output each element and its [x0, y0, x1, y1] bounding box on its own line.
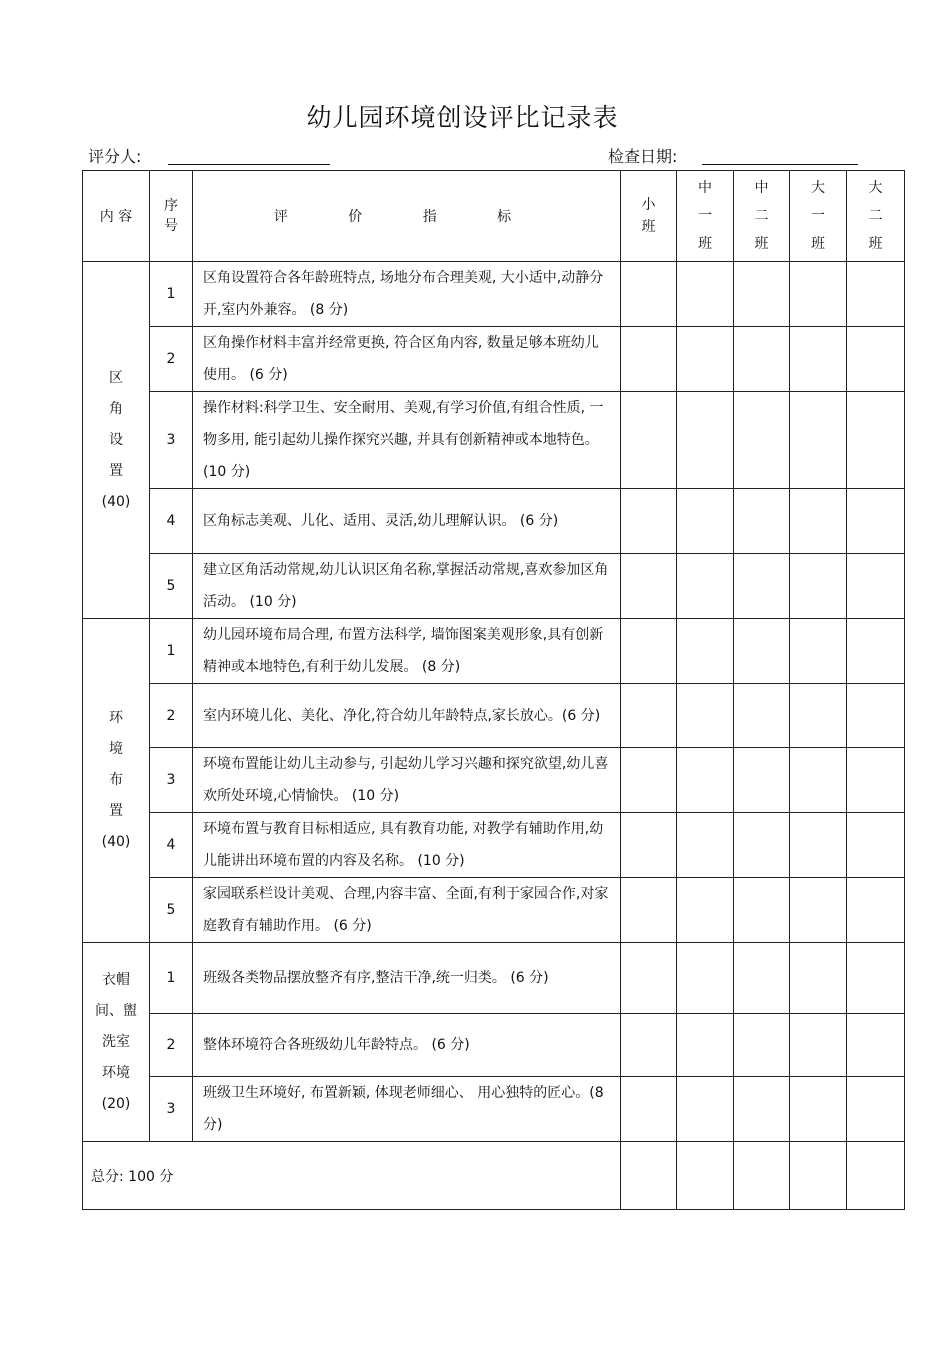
score-cell[interactable] — [790, 813, 847, 878]
row-criteria: 班级各类物品摆放整齐有序,整洁干净,统一归类。 (6 分) — [193, 943, 621, 1014]
table-row — [83, 554, 905, 619]
table-row — [83, 813, 905, 878]
row-seq: 2 — [150, 1014, 193, 1077]
score-cell[interactable] — [734, 813, 790, 878]
row-criteria: 建立区角活动常规,幼儿认识区角名称,掌握活动常规,喜欢参加区角活动。 (10 分) — [193, 554, 621, 619]
score-cell[interactable] — [677, 392, 734, 489]
row-seq: 3 — [150, 748, 193, 813]
scorer-label: 评分人: — [88, 147, 142, 166]
section-name-line: 环境 — [102, 1064, 130, 1081]
score-cell[interactable] — [790, 554, 847, 619]
score-cell[interactable] — [621, 684, 677, 748]
score-cell[interactable] — [790, 1077, 847, 1142]
section-name-line: 间、盥 — [95, 1002, 137, 1019]
row-seq: 1 — [150, 943, 193, 1014]
score-cell[interactable] — [847, 554, 905, 619]
score-cell[interactable] — [734, 1014, 790, 1077]
score-cell[interactable] — [847, 813, 905, 878]
row-seq: 1 — [150, 262, 193, 327]
score-cell[interactable] — [734, 1077, 790, 1142]
score-cell[interactable] — [734, 554, 790, 619]
total-score-cell[interactable] — [621, 1142, 677, 1210]
section-name-line: (40) — [101, 493, 131, 510]
score-cell[interactable] — [677, 748, 734, 813]
score-cell[interactable] — [847, 684, 905, 748]
header-row — [83, 171, 905, 262]
row-criteria: 操作材料:科学卫生、安全耐用、美观,有学习价值,有组合性质, 一物多用, 能引起幼儿操作探究兴趣, 并具有创新精神或本地特色。 (10 分) — [193, 392, 621, 489]
table-row — [83, 619, 905, 684]
section-name-line: 衣帽 — [102, 971, 130, 988]
total-row — [83, 1142, 905, 1210]
score-cell[interactable] — [790, 489, 847, 554]
row-seq: 1 — [150, 619, 193, 684]
row-criteria: 室内环境儿化、美化、净化,符合幼儿年龄特点,家长放心。(6 分) — [193, 684, 621, 748]
score-cell[interactable] — [734, 327, 790, 392]
score-cell[interactable] — [621, 748, 677, 813]
section-name — [83, 619, 150, 943]
row-criteria: 区角设置符合各年龄班特点, 场地分布合理美观, 大小适中,动静分开,室内外兼容。 (8 分) — [193, 262, 621, 327]
score-cell[interactable] — [734, 489, 790, 554]
total-score-cell[interactable] — [677, 1142, 734, 1210]
table-row — [83, 489, 905, 554]
total-score-cell[interactable] — [734, 1142, 790, 1210]
score-cell[interactable] — [734, 878, 790, 943]
score-cell[interactable] — [734, 943, 790, 1014]
header-seq: 序号 — [150, 171, 193, 262]
header-criteria: 评 价 指 标 — [193, 171, 621, 262]
row-seq: 2 — [150, 684, 193, 748]
score-cell[interactable] — [790, 943, 847, 1014]
score-cell[interactable] — [677, 684, 734, 748]
score-cell[interactable] — [677, 489, 734, 554]
score-cell[interactable] — [790, 878, 847, 943]
score-cell[interactable] — [734, 748, 790, 813]
row-seq: 5 — [150, 878, 193, 943]
evaluation-table — [82, 170, 905, 1210]
score-cell[interactable] — [734, 684, 790, 748]
score-cell[interactable] — [621, 489, 677, 554]
date-field[interactable] — [702, 164, 858, 165]
row-criteria: 幼儿园环境布局合理, 布置方法科学, 墙饰图案美观形象,具有创新精神或本地特色,有利于幼儿发展。 (8 分) — [193, 619, 621, 684]
score-cell[interactable] — [621, 878, 677, 943]
date-label: 检查日期: — [608, 147, 678, 166]
total-score: 总分: 100 分 — [83, 1142, 621, 1210]
table-row — [83, 748, 905, 813]
score-cell[interactable] — [847, 748, 905, 813]
section-name — [83, 262, 150, 619]
table-row — [83, 262, 905, 327]
section-name-line: 区 — [109, 369, 123, 386]
score-cell[interactable] — [847, 619, 905, 684]
total-score-cell[interactable] — [790, 1142, 847, 1210]
row-seq: 5 — [150, 554, 193, 619]
score-cell[interactable] — [677, 813, 734, 878]
header-class-1: 中一班 — [677, 171, 734, 262]
table-row — [83, 327, 905, 392]
header-class-0: 小班 — [621, 171, 677, 262]
page-title: 幼儿园环境创设评比记录表 — [306, 103, 619, 132]
header-class-3: 大一班 — [790, 171, 847, 262]
row-criteria: 区角操作材料丰富并经常更换, 符合区角内容, 数量足够本班幼儿使用。 (6 分) — [193, 327, 621, 392]
table-row — [83, 878, 905, 943]
score-cell[interactable] — [790, 684, 847, 748]
score-cell[interactable] — [621, 554, 677, 619]
row-criteria: 整体环境符合各班级幼儿年龄特点。 (6 分) — [193, 1014, 621, 1077]
section-name-line: (20) — [101, 1095, 131, 1112]
score-cell[interactable] — [734, 619, 790, 684]
header-class-2: 中二班 — [734, 171, 790, 262]
section-name-line: 境 — [109, 741, 123, 757]
score-cell[interactable] — [790, 392, 847, 489]
section-name — [83, 943, 150, 1142]
score-cell[interactable] — [677, 262, 734, 327]
score-cell[interactable] — [790, 1014, 847, 1077]
score-cell[interactable] — [677, 619, 734, 684]
section-name-line: 设 — [109, 431, 123, 448]
section-name-line: 环 — [109, 710, 123, 726]
score-cell[interactable] — [677, 1014, 734, 1077]
section-name-line: 角 — [109, 400, 123, 417]
table-row — [83, 1077, 905, 1142]
score-cell[interactable] — [621, 1014, 677, 1077]
row-criteria: 区角标志美观、儿化、适用、灵活,幼儿理解认识。 (6 分) — [193, 489, 621, 554]
score-cell[interactable] — [847, 1014, 905, 1077]
header-class-4: 大二班 — [847, 171, 905, 262]
score-cell[interactable] — [847, 262, 905, 327]
row-seq: 3 — [150, 392, 193, 489]
score-cell[interactable] — [677, 1077, 734, 1142]
score-cell[interactable] — [677, 554, 734, 619]
score-cell[interactable] — [621, 619, 677, 684]
score-cell[interactable] — [790, 748, 847, 813]
table-row — [83, 1014, 905, 1077]
table-row — [83, 684, 905, 748]
total-score-cell[interactable] — [847, 1142, 905, 1210]
section-name-line: 洗室 — [102, 1033, 130, 1050]
row-criteria: 环境布置能让幼儿主动参与, 引起幼儿学习兴趣和探究欲望,幼儿喜欢所处环境,心情愉快。 (10 分) — [193, 748, 621, 813]
score-cell[interactable] — [621, 943, 677, 1014]
section-name-line: 置 — [109, 462, 123, 479]
score-cell[interactable] — [847, 1077, 905, 1142]
section-name-line: 布 — [109, 772, 123, 788]
table-row — [83, 943, 905, 1014]
score-cell[interactable] — [621, 262, 677, 327]
score-cell[interactable] — [847, 489, 905, 554]
score-cell[interactable] — [847, 327, 905, 392]
row-seq: 4 — [150, 489, 193, 554]
header-content: 内 容 — [83, 171, 150, 262]
score-cell[interactable] — [621, 813, 677, 878]
table-row — [83, 392, 905, 489]
score-cell[interactable] — [734, 392, 790, 489]
section-name-line: 置 — [109, 803, 123, 819]
scorer-field[interactable] — [168, 164, 330, 165]
score-cell[interactable] — [734, 262, 790, 327]
row-criteria: 环境布置与教育目标相适应, 具有教育功能, 对教学有辅助作用,幼儿能讲出环境布置的内容及名称。 (10 分) — [193, 813, 621, 878]
score-cell[interactable] — [621, 327, 677, 392]
row-criteria: 家园联系栏设计美观、合理,内容丰富、全面,有利于家园合作,对家庭教育有辅助作用。 (6 分) — [193, 878, 621, 943]
score-cell[interactable] — [847, 943, 905, 1014]
row-seq: 4 — [150, 813, 193, 878]
score-cell[interactable] — [677, 943, 734, 1014]
section-name-line: (40) — [101, 834, 131, 850]
score-cell[interactable] — [677, 327, 734, 392]
score-cell[interactable] — [790, 327, 847, 392]
score-cell[interactable] — [790, 262, 847, 327]
score-cell[interactable] — [621, 392, 677, 489]
score-cell[interactable] — [847, 878, 905, 943]
score-cell[interactable] — [847, 392, 905, 489]
score-cell[interactable] — [790, 619, 847, 684]
row-seq: 2 — [150, 327, 193, 392]
row-criteria: 班级卫生环境好, 布置新颖, 体现老师细心、 用心独特的匠心。(8 分) — [193, 1077, 621, 1142]
score-cell[interactable] — [677, 878, 734, 943]
row-seq: 3 — [150, 1077, 193, 1142]
score-cell[interactable] — [621, 1077, 677, 1142]
